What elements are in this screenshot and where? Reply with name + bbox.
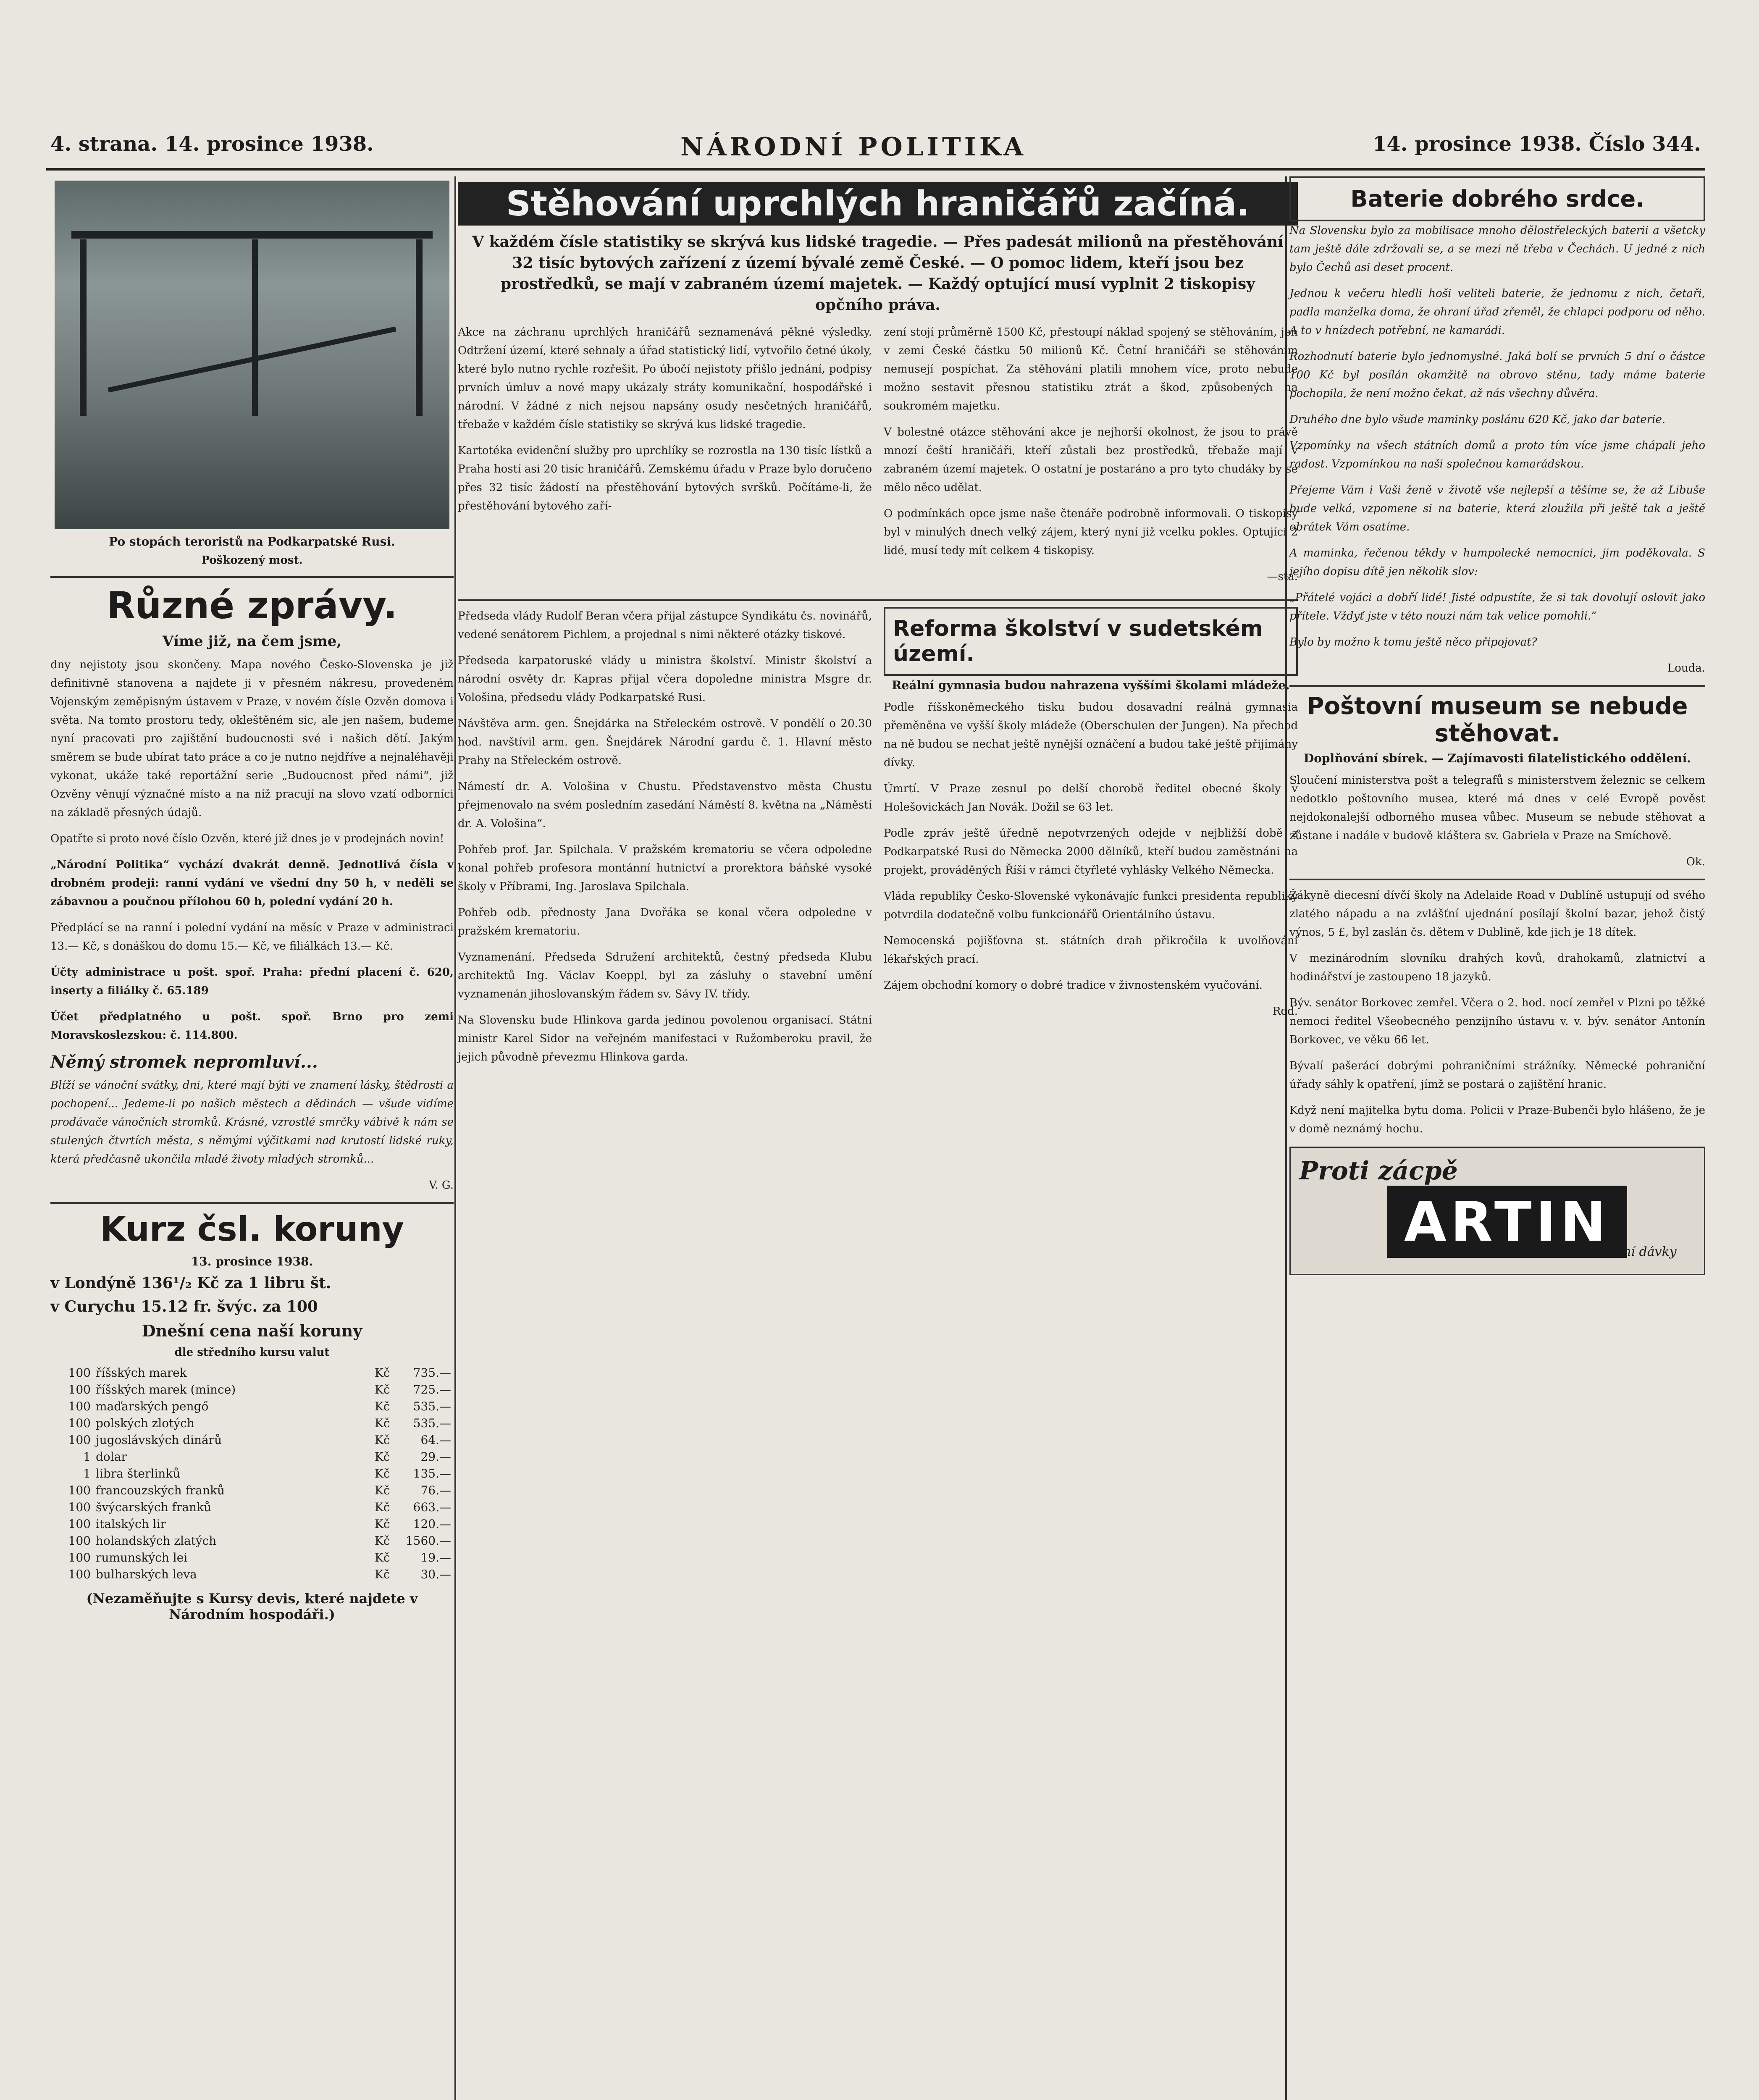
news-item: Nemocenská pojišťovna st. státních drah přikročila k uvolňování lékařských prací. <box>884 934 1298 966</box>
header-issue-number: 14. prosince 1938. Číslo 344. <box>1372 132 1701 156</box>
rate-cell-v: 120.— <box>413 1517 451 1531</box>
news-item: Vyznamenání. Předseda Sdružení architektů, čestný předseda Klubu architektů Ing. Václav Koeppl, byl za zásluhy o stavební umění vyznamenán jihoslovanským řádem sv. Sávy IV. třídy. <box>458 951 872 1000</box>
rate-cell-n: 100 <box>68 1551 91 1564</box>
article-paragraph: V bolestné otázce stěhování akce je nejhorší okolnost, že jsou to právě mnozí čeští hraničáři, kteří zůstali bez prostředků, třebaže mají v zabraném území majetek. O ostatní je postaráno a pro tyto chudáky by se mělo něco udělat. <box>884 426 1298 494</box>
article-paragraph: Rozhodnutí baterie bylo jednomyslné. Jaká bolí se prvních 5 dní o částce 100 Kč byl posílán okamžitě na obrovo stěnu, tady máme baterie pochopila, že není možno čekat, až nás všechny důvěra. <box>1289 350 1705 400</box>
column-middle <box>458 176 1298 1074</box>
article-title-muzeum: Poštovní museum se nebude stěhovat. <box>1307 693 1688 747</box>
rate-row <box>50 1482 454 1499</box>
rate-cell-name: švýcarských franků <box>96 1500 212 1514</box>
article-subtitle: Doplňování sbírek. — Zajímavosti filatelistického oddělení. <box>1303 751 1691 765</box>
rate-row <box>50 1533 454 1549</box>
header-page-date: 4. strana. 14. prosince 1938. <box>50 132 374 156</box>
article-paragraph: Sloučení ministerstva pošt a telegrafů s ministerstvem železnic se celkem nedotklo poštovního musea, které má dnes v celé Evropě pověst nejdokonalejší odborného musea vůbec. Museum se nebude stěhovat a zůstane i nadále v budově kláštera sv. Gabriela v Praze na Smíchově. <box>1289 774 1705 842</box>
news-item: Když není majitelka bytu doma. Policii v Praze-Bubenči bylo hlášeno, že je v domě neznámý hochu. <box>1289 1104 1705 1135</box>
news-item: Žákyně diecesní dívčí školy na Adelaide Road v Dublíně ustupují od svého zlatého nápadu a na zvlášťní ujednání posílají školní bazar, jehož čistý výnos, 5 £, byl zaslán čs. dětem v Dublině, kde jich je 18 dítek. <box>1289 889 1705 939</box>
rate-cell-k: Kč <box>375 1517 390 1531</box>
rate-cell-name: říšských marek <box>96 1366 187 1380</box>
article-paragraph: dny nejistoty jsou skončeny. Mapa nového Česko-Slovenska je již definitivně stanovena a najdete ji v přesném nákresu, provedeném Vojenským zeměpisným ústavem v Praze, v novém čísle Ozvěn domova i světa. Na tomto prostoru tedy, okleštěném sic, ale jen našem, budeme nyní pracovati pro zajištění budoucnosti své i našich dětí. Jakým směrem se bude ubírat tato práce a co je nutno nejdříve a nejnaléhavěji vykonat, ukáže také reportážní serie „Budoucnost před námi“, již Ozvěny věnují význačné místo a na níž pracují na slovo vzatí odborníci na základě přesných údajů. <box>50 659 454 819</box>
notice-paragraph: Účty administrace u pošt. spoř. Praha: přední placení č. 620, inserty a filiálky č. 65.189 <box>50 966 454 997</box>
article-paragraph: O podmínkách opce jsme naše čtenáře podrobně informovali. O tiskopisy byl v minulých dnech velký zájem, který nyní již vcelku pokles. Optující 2 lidé, musí tedy mít celkem 4 tiskopisy. <box>884 507 1298 557</box>
main-headline: Stěhování uprchlých hraničářů začíná. <box>458 182 1298 226</box>
rate-cell-v: 76.— <box>420 1483 451 1497</box>
rate-cell-name: dolar <box>96 1450 127 1464</box>
ad-dosage: dvě normální dávky <box>1551 1244 1677 1259</box>
rate-cell-n: 1 <box>83 1450 91 1464</box>
rate-cell-v: 135.— <box>413 1467 451 1480</box>
rate-row <box>50 1398 454 1415</box>
rate-row <box>50 1566 454 1583</box>
rates-table <box>50 1365 454 1583</box>
article-paragraph: Druhého dne bylo všude maminky poslánu 620 Kč, jako dar baterie. <box>1289 413 1666 426</box>
rate-cell-k: Kč <box>375 1366 390 1380</box>
rate-cell-k: Kč <box>375 1467 390 1480</box>
rate-cell-n: 100 <box>68 1399 91 1413</box>
rate-cell-k: Kč <box>375 1450 390 1464</box>
rate-row <box>50 1365 454 1381</box>
ad-brand: ARTIN <box>1387 1186 1627 1258</box>
rates-table-subtitle: dle středního kursu valut <box>174 1346 330 1359</box>
news-item: Býv. senátor Borkovec zemřel. Včera o 2. hod. nocí zemřel v Plzni po těžké nemoci ředitel Všeobecného penzijního ústavu v. v. býv. senátor Antonín Borkovec, ve věku 66 let. <box>1289 997 1705 1046</box>
rate-cell-k: Kč <box>375 1483 390 1497</box>
section-title-ruzne: Různé zprávy. <box>107 584 397 627</box>
article-signature: Ok. <box>1686 856 1705 868</box>
news-item: Na Slovensku bude Hlinkova garda jedinou povolenou organisací. Státní ministr Karel Sidor na veřejném manifestaci v Ružomberoku pravil, že jejich původně převezmu Hlinkova garda. <box>458 1014 872 1063</box>
rate-cell-k: Kč <box>375 1383 390 1396</box>
kurz-date: 13. prosince 1938. <box>191 1255 313 1268</box>
news-item: Návštěva arm. gen. Šnejdárka na Střeleckém ostrově. V pondělí o 20.30 hod. navštívil arm. gen. Šnejdárek Národní gardu č. 1. Hlavní město Prahy na Střeleckém ostrově. <box>458 717 872 767</box>
rate-cell-name: říšských marek (mince) <box>96 1383 236 1396</box>
rate-cell-name: francouzských franků <box>96 1483 225 1497</box>
rate-cell-k: Kč <box>375 1416 390 1430</box>
rate-cell-n: 100 <box>68 1416 91 1430</box>
rate-row <box>50 1415 454 1432</box>
rate-cell-k: Kč <box>375 1500 390 1514</box>
rate-cell-name: jugoslávských dinárů <box>96 1433 222 1447</box>
rate-cell-n: 100 <box>68 1383 91 1396</box>
rate-cell-name: bulharských leva <box>96 1567 197 1581</box>
section-title-kurz: Kurz čsl. koruny <box>100 1210 404 1249</box>
rate-cell-v: 19.— <box>420 1551 451 1564</box>
rate-cell-v: 535.— <box>413 1399 451 1413</box>
news-columns <box>458 607 1298 1074</box>
header-rule <box>46 168 1705 171</box>
news-item: Pohřeb prof. Jar. Spilchala. V pražském krematoriu se včera odpoledne konal pohřeb profesora montánní hutnictví a prorektora báňské vysoké školy v Příbrami, Ing. Jaroslava Spilchala. <box>458 843 872 893</box>
kurz-zurich: v Curychu 15.12 fr. švýc. za 100 <box>50 1298 318 1315</box>
article-paragraph: „Přátelé vojáci a dobří lidé! Jisté odpustíte, že si tak dovolují oslovit jako přítele. Vždyť jste v této nouzi nám tak velice pomohli.“ <box>1289 591 1705 622</box>
notice-paragraph: Účet předplatného u pošt. spoř. Brno pro zemi Moravskoslezskou: č. 114.800. <box>50 1011 454 1042</box>
rate-cell-v: 735.— <box>413 1366 451 1380</box>
masthead-title: NÁRODNÍ POLITIKA <box>680 132 1027 162</box>
article-signature: Louda. <box>1667 662 1705 675</box>
notice-paragraph: Předplácí se na ranní i polední vydání na měsíc v Praze v administraci 13.— Kč, s donáškou do domu 15.— Kč, ve filiálkách 13.— Kč. <box>50 921 454 953</box>
rate-cell-v: 30.— <box>420 1567 451 1581</box>
rate-cell-k: Kč <box>375 1567 390 1581</box>
photo-caption: Po stopách teroristů na Podkarpatské Rusi. <box>109 535 395 549</box>
article-paragraph: zení stojí průměrně 1500 Kč, přestoupí náklad spojený se stěhováním, jen v zemi České částku 50 milionů Kč. Četní hraničáři se stěhováním nemusejí pospíchat. Za stěhování platili mnohem více, proto nebude možno sestavit přesnou statistiku ztrát a škod, způsobených na soukromém majetku. <box>884 326 1298 412</box>
rate-cell-v: 64.— <box>420 1433 451 1447</box>
rate-cell-n: 100 <box>68 1567 91 1581</box>
article-title-baterie: Baterie dobrého srdce. <box>1350 186 1644 212</box>
news-item: V mezinárodním slovníku drahých kovů, drahokamů, zlatnictví a hodinářství je zastoupeno 18 jazyků. <box>1289 952 1705 983</box>
main-lead: V každém čísle statistiky se skrývá kus lidské tragedie. — Přes padesát milionů na přestěhování 32 tisíc bytových zařízení z území bývalé země České. — O pomoc lidem, kteří jsou bez prostředků, se mají v zabraném území majetek. — Každý optující musí vyplnit 2 tiskopisy opčního práva. <box>472 233 1284 314</box>
rate-row <box>50 1499 454 1516</box>
news-item: Úmrtí. V Praze zesnul po delší chorobě ředitel obecné školy v Holešovickách Jan Novák. Dožil se 63 let. <box>884 782 1298 814</box>
article-paragraph: Opatřte si proto nové číslo Ozvěn, které již dnes je v prodejnách novin! <box>50 832 444 845</box>
rate-row <box>50 1465 454 1482</box>
rate-cell-k: Kč <box>375 1534 390 1548</box>
article-paragraph: Akce na záchranu uprchlých hraničářů seznamenává pěkné výsledky. Odtržení území, které sehnaly a úřad statistický lidí, vytvořilo četné úkoly, které bylo nutno rychle rozřešit. Po úbočí nejistoty přišlo jednání, podpisy prvních úmluv a nové mapy ukázaly stráty komunikační, hospodářské i národní. V žádné z nich nejsou napsány osudy nesčetných hraničářů, třebaže v každém čísle statistiky se skrývá kus lidské tragedie. <box>458 326 872 431</box>
news-item: Předseda karpatoruské vlády u ministra školství. Ministr školství a národní osvěty dr. Kapras přijal včera dopoledne ministra Msgre dr. Vološina, předsedu vlády Podkarpatské Rusi. <box>458 654 872 704</box>
notice-paragraph: „Národní Politika“ vychází dvakrát denně. Jednotlivá čísla v drobném prodeji: ranní vydání ve všední dny 50 h, v neděli se zábavnou a poučnou přílohou 60 h, polední vydání 20 h. <box>50 858 454 908</box>
photo-damaged-bridge <box>55 181 449 529</box>
article-paragraph: Bylo by možno k tomu ještě něco připojovat? <box>1289 636 1537 648</box>
article-paragraph: Podle říšskoněmeckého tisku budou dosavadní reálná gymnasia přeměněna ve vyšší školy mládeže (Oberschulen der Jungen). Na přechod na ně budou se nechat ještě nynější oznáčení a budou také ještě přijímány dívky. <box>884 701 1298 769</box>
rate-cell-name: libra šterlinků <box>96 1467 181 1480</box>
article-paragraph: Přejeme Vám i Vaši ženě v životě vše nejlepší a těšíme se, že až Libuše bude velká, vzpomene si na baterie, která zloužila při ještě tak a ještě obrátek Vám osatíme. <box>1289 484 1705 533</box>
rate-row <box>50 1549 454 1566</box>
baterie-box <box>1289 176 1705 221</box>
main-article-body <box>458 323 1298 593</box>
rate-row <box>50 1432 454 1449</box>
article-signature: —sta. <box>1267 570 1298 583</box>
article-paragraph: Jednou k večeru hledli hoši veliteli baterie, že jednomu z nich, četaři, padla manželka doma, že ohraní úřad zřeměl, že chlapci podporu od něho. A to v hnízdech potřební, ne kamarádi. <box>1289 287 1705 337</box>
article-paragraph: Vzpomínky na všech státních domů a proto tím více jsme chápali jeho radost. Vzpomínkou na naši společnou kamarádskou. <box>1289 439 1705 470</box>
news-item: Podle zpráv ještě úředně nepotvrzených odejde v nejbližší době z Podkarpatské Rusi do Německa 2000 dělníků, kteří budou zaměstnáni na projekt, prováděných Říší v rámci čtyřleté vyhlásky Velkého Německa. <box>884 827 1298 877</box>
artin-advertisement <box>1289 1147 1705 1275</box>
news-item: Námestí dr. A. Vološina v Chustu. Představenstvo města Chustu přejmenovalo na svém posledním zasedání Náměstí 8. května na „Náměstí dr. A. Vološina“. <box>458 780 872 830</box>
rate-cell-v: 663.— <box>413 1500 451 1514</box>
column-right <box>1289 176 1705 1275</box>
article-title-reforma: Reforma školství v sudetském území. <box>893 616 1263 667</box>
news-item: Pohřeb odb. přednosty Jana Dvořáka se konal včera odpoledne v pražském krematoriu. <box>458 906 872 937</box>
column-divider <box>454 176 456 2100</box>
rate-cell-name: polských zlotých <box>96 1416 194 1430</box>
rate-cell-n: 100 <box>68 1534 91 1548</box>
article-signature: Rod. <box>1272 1005 1298 1018</box>
rates-table-title: Dnešní cena naší koruny <box>142 1321 362 1340</box>
news-item: Zájem obchodní komory o dobré tradice v živnostenském vyučování. <box>884 979 1263 992</box>
news-item: Vláda republiky Česko-Slovenské vykonávajíc funkci presidenta republiky potvrdila dodatečně volbu funkcionářů Orientálního ústavu. <box>884 890 1298 921</box>
rate-cell-k: Kč <box>375 1433 390 1447</box>
article-signature: V. G. <box>429 1179 454 1192</box>
rate-row <box>50 1449 454 1465</box>
article-paragraph: Na Slovensku bylo za mobilisace mnoho dělostřeleckých baterii a všetcky tam ještě dále zdržovali se, a se mezi ně třeba v Čechách. U jedné z nich bylo Čechů asi deset procent. <box>1289 224 1705 274</box>
reforma-box <box>884 607 1298 676</box>
kurz-london: v Londýně 136¹/₂ Kč za 1 libru št. <box>50 1274 331 1292</box>
rate-cell-n: 1 <box>83 1467 91 1480</box>
rate-row <box>50 1381 454 1398</box>
rate-cell-k: Kč <box>375 1399 390 1413</box>
rate-cell-v: 29.— <box>420 1450 451 1464</box>
rate-cell-k: Kč <box>375 1551 390 1564</box>
news-item: Předseda vlády Rudolf Beran včera přijal zástupce Syndikátu čs. novinářů, vedené senátorem Pichlem, a projednal s nimi některé otázky tiskové. <box>458 610 872 641</box>
rate-cell-name: italských lir <box>96 1517 166 1531</box>
rate-cell-v: 725.— <box>413 1383 451 1396</box>
ad-tagline: Proti zácpě <box>1299 1156 1458 1186</box>
article-subtitle: Víme již, na čem jsme, <box>162 633 342 650</box>
article-paragraph: A maminka, řečenou těkdy v humpolecké nemocnici, jim poděkovala. S jejího dopisu dítě jen několik slov: <box>1289 547 1705 578</box>
rate-cell-n: 100 <box>68 1433 91 1447</box>
rate-cell-name: rumunských lei <box>96 1551 188 1564</box>
column-left <box>50 176 454 1628</box>
article-paragraph: Blíží se vánoční svátky, dni, které mají býti ve znamení lásky, štědrosti a pochopení... Jedeme-li po našich městech a dědinách — všude vidíme prodávače vánočních stromků. Krásné, vzrostlé smrčky vábivě k nám se stulených čtvrtích města, s němými výčitkami nad krutostí lidské ruky, která předčasně ukončila mladé životy mladých stromků... <box>50 1079 454 1166</box>
rate-cell-name: holandských zlatých <box>96 1534 217 1548</box>
page-header <box>50 132 1701 170</box>
rate-cell-n: 100 <box>68 1517 91 1531</box>
rate-cell-n: 100 <box>68 1500 91 1514</box>
article-title-stromek: Němý stromek nepromluví... <box>50 1052 318 1072</box>
rate-row <box>50 1516 454 1533</box>
rate-cell-v: 1560.— <box>405 1534 451 1548</box>
article-paragraph: Kartotéka evidenční služby pro uprchlíky se rozrostla na 130 tisíc lístků a Praha hostí asi 20 tisíc hraničářů. Zemskému úřadu v Praze bylo doručeno přes 32 tisíc žádostí na přestěhování bytových svršků. Počítáme-li, že přestěhování bytového zaří- <box>458 444 872 512</box>
article-subtitle: Reální gymnasia budou nahrazena vyššími školami mládeže. <box>892 678 1290 692</box>
rate-cell-v: 535.— <box>413 1416 451 1430</box>
photo-subcaption: Poškozený most. <box>201 554 303 567</box>
rate-cell-n: 100 <box>68 1483 91 1497</box>
rate-cell-n: 100 <box>68 1366 91 1380</box>
news-item: Bývalí pašerácí dobrými pohraničními strážníky. Německé pohraniční úřady sáhly k opatření, jímž se postará o zajištění hranic. <box>1289 1060 1705 1091</box>
kurz-note: (Nezaměňujte s Kursy devis, které najdete v Národním hospodáři.) <box>86 1591 418 1622</box>
rate-cell-name: maďarských pengő <box>96 1399 209 1413</box>
